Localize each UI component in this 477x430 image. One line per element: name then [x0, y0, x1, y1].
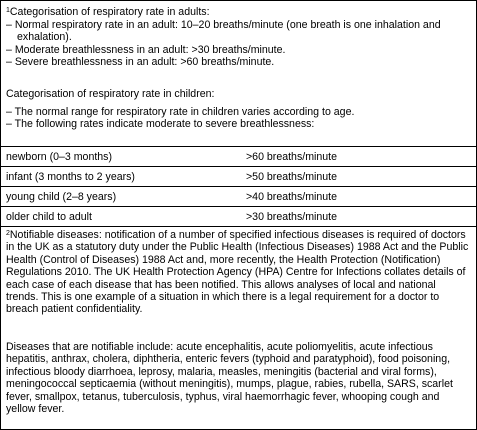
notifiable-diseases-text: Notifiable diseases: notification of a number of specified infectious diseases is required of doctors in the UK as a statutory duty under the Public Health (Infectious Diseases) 1988 Act and the Public Health (Control of Diseases) 1988 Act and, more recently, the Health Protection (Notification) Regulations 2010. The UK Health Protection Agency (HPA) Centre for Infections collates details of each case of each disease that has been notified. This allows analyses of local and national trends. This is one example of a situation in which there is a legal requirement for a doctor to breach patient confidentiality. — [6, 229, 469, 316]
notifiable-diseases-paragraph — [6, 229, 469, 316]
adults-list — [6, 19, 469, 69]
children-list — [6, 106, 469, 131]
adults-item-severe: – Severe breathlessness in an adult: >60 breaths/minute. — [6, 56, 275, 69]
children-heading: Categorisation of respiratory rate in children: — [6, 88, 215, 100]
table-row — [1, 147, 476, 167]
adults-item-moderate: – Moderate breathlessness in an adult: >30 breaths/minute. — [6, 43, 286, 56]
rate-cell: >50 breaths/minute — [240, 167, 476, 187]
footnote-mark-2: 2 — [6, 230, 10, 237]
rate-cell: >60 breaths/minute — [240, 147, 476, 167]
age-group-cell: newborn (0–3 months) — [1, 147, 240, 167]
table-row — [1, 207, 476, 227]
rate-cell: >30 breaths/minute — [240, 207, 476, 227]
table-row — [1, 167, 476, 187]
adults-item-normal: – Normal respiratory rate in an adult: 10–20 breaths/minute (one breath is one inhalation and exhalation). — [6, 19, 441, 44]
adults-heading — [6, 6, 469, 18]
notifiable-diseases-list-paragraph: Diseases that are notifiable include: acute encephalitis, acute poliomyelitis, acute infectious hepatitis, anthrax, cholera, diphtheria, enteric fevers (typhoid and paratyphoid), food poisoning, infectious bloody diarrhoea, leprosy, malaria, measles, meningitis (bacterial and viral forms), meningococcal septicaemia (without meningitis), mumps, plague, rabies, rubella, SARS, scarlet fever, smallpox, tetanus, tuberculosis, typhus, viral haemorrhagic fever, whooping cough and yellow fever. — [6, 341, 453, 416]
breathlessness-rates-table — [1, 146, 476, 227]
adults-heading-text: Categorisation of respiratory rate in adults: — [9, 6, 210, 18]
table-row — [1, 187, 476, 207]
rate-cell: >40 breaths/minute — [240, 187, 476, 207]
children-item-range: – The normal range for respiratory rate in children varies according to age. — [6, 106, 355, 118]
age-group-cell: young child (2–8 years) — [1, 187, 240, 207]
children-item-rates: – The following rates indicate moderate to severe breathlessness: — [6, 118, 315, 131]
age-group-cell: older child to adult — [1, 207, 240, 227]
footnote-mark-1: 1 — [6, 7, 10, 14]
age-group-cell: infant (3 months to 2 years) — [1, 167, 240, 187]
